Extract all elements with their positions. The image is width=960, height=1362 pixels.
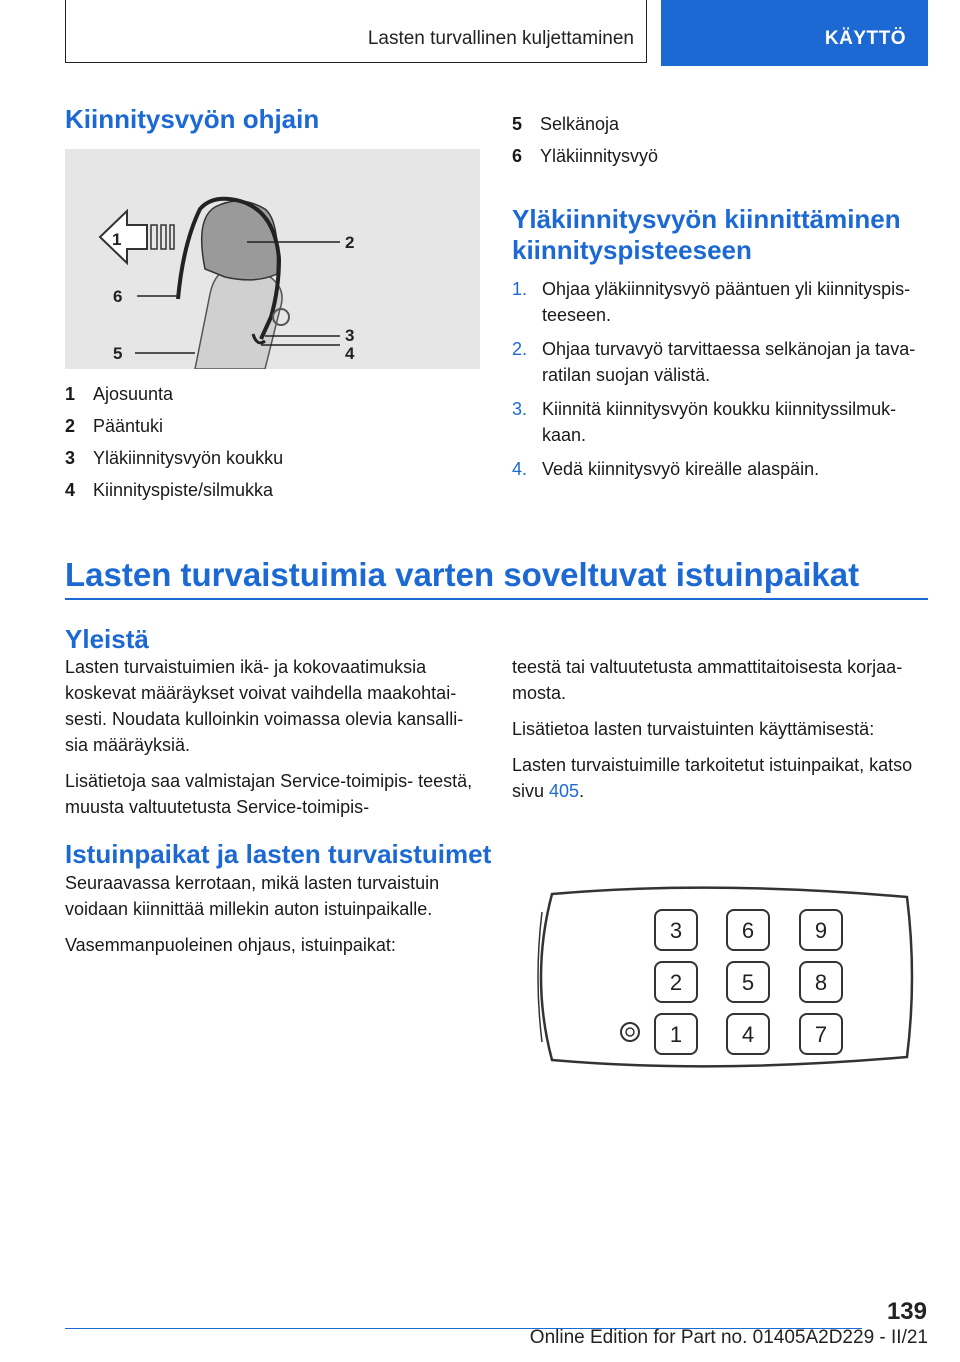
heading-rule: [65, 598, 928, 600]
legend-item: [512, 108, 928, 140]
strap-guide-figure: [65, 149, 480, 369]
steering-wheel-icon: [621, 1023, 639, 1041]
legend-item: [65, 442, 485, 474]
tether-steps: [512, 276, 928, 482]
header-title: Lasten turvallinen kuljettaminen: [367, 28, 634, 49]
legend-item: [65, 410, 485, 442]
seat-layout-figure: [512, 872, 922, 1082]
header-title-box: [65, 0, 647, 63]
seat-3: 3: [669, 918, 683, 943]
general-paragraph-3: teestä tai valtuutetusta ammattitaitoisesta korjaa‐ mosta.: [512, 657, 903, 703]
tether-attach-section: [512, 204, 928, 490]
header-chapter-tab[interactable]: [661, 0, 928, 66]
general-paragraph-4: Lisätietoa lasten turvaistuinten käyttämisestä:: [512, 719, 875, 739]
legend-item: [512, 140, 928, 172]
legend-num: 6: [512, 146, 523, 166]
seats-paragraph-1: Seuraavassa kerrotaan, mikä lasten turvaistuin voidaan kiinnittää millekin auton istuinpaikalle.: [65, 873, 440, 919]
callout-2: 2: [345, 233, 355, 252]
legend-text: Yläkiinnitysvyö: [540, 146, 659, 166]
legend-text: Yläkiinnitysvyön koukku: [93, 448, 284, 468]
footer-edition: Online Edition for Part no. 01405A2D229 - II/21: [529, 1327, 928, 1348]
arrow-left-icon: [100, 211, 147, 263]
figure-legend-left: [65, 378, 485, 506]
page-ref-suffix: .: [579, 781, 585, 801]
legend-num: 1: [65, 384, 76, 404]
legend-num: 5: [512, 114, 523, 134]
general-section: [65, 624, 485, 830]
general-paragraph-1: Lasten turvaistuimien ikä- ja kokovaatimuksia koskevat määräykset voivat vaihdella maakohtai‐ sesti. Noudata kulloinkin voimassa olevia kansalli‐ sia määräyksiä.: [65, 657, 464, 755]
seats-section: [65, 838, 505, 968]
title-line-2: kiinnityspisteeseen: [512, 235, 752, 265]
page-number: 139: [886, 1298, 927, 1325]
section-title-seats: Istuinpaikat ja lasten turvaistuimet: [65, 839, 492, 869]
seat-7: 7: [814, 1022, 828, 1047]
legend-text: Selkänoja: [540, 114, 620, 134]
step-text: Ohjaa turvavyö tarvittaessa selkänojan ja tava‐ ratilan suojan välistä.: [542, 339, 916, 385]
section-title-tether-attach: [512, 204, 928, 266]
callout-1: 1: [112, 230, 122, 249]
seat-6: 6: [741, 918, 755, 943]
car-seat-diagram: [512, 872, 922, 1082]
step-num: 1.: [512, 279, 528, 299]
step-item: [512, 456, 928, 482]
section-title-general: Yleistä: [65, 624, 149, 654]
step-text: Kiinnitä kiinnitysvyön koukku kiinnityssilmuk‐ kaan.: [542, 399, 897, 445]
page-ref-link[interactable]: 405: [549, 781, 580, 801]
legend-item: [65, 378, 485, 410]
legend-num: 4: [65, 480, 76, 500]
step-text: Vedä kiinnitysvyö kireälle alaspäin.: [542, 459, 820, 479]
seat-5: 5: [741, 970, 755, 995]
seat-2: 2: [669, 970, 683, 995]
step-item: [512, 276, 928, 328]
legend-item: [65, 474, 485, 506]
legend-text: Pääntuki: [93, 416, 164, 436]
legend-num: 3: [65, 448, 76, 468]
step-num: 2.: [512, 339, 528, 359]
step-text: Ohjaa yläkiinnitysvyö pääntuen yli kiinnityspis‐ teeseen.: [542, 279, 911, 325]
step-num: 3.: [512, 399, 528, 419]
section-title-strap-guide: Kiinnitysvyön ohjain: [65, 104, 320, 134]
seat-1: 1: [669, 1022, 683, 1047]
step-item: [512, 396, 928, 448]
seat-4: 4: [741, 1022, 755, 1047]
legend-text: Kiinnityspiste/silmukka: [93, 480, 274, 500]
legend-text: Ajosuunta: [93, 384, 174, 404]
seat-8: 8: [814, 970, 828, 995]
main-heading: Lasten turvaistuimia varten soveltuvat istuinpaikat: [65, 556, 860, 593]
legend-num: 2: [65, 416, 76, 436]
seats-paragraph-2: Vasemmanpuoleinen ohjaus, istuinpaikat:: [65, 935, 396, 955]
headrest-shape: [202, 201, 278, 280]
callout-4: 4: [345, 344, 355, 363]
general-paragraph-2: Lisätietoja saa valmistajan Service-toimipis‐ teestä, muusta valtuutetusta Service-toimipis‐: [65, 771, 473, 817]
step-num: 4.: [512, 459, 528, 479]
callout-3: 3: [345, 326, 355, 345]
page-ref-text: Lasten turvaistuimille tarkoitetut istuinpaikat, katso sivu: [512, 755, 913, 801]
step-item: [512, 336, 928, 388]
strap-guide-illustration: [65, 149, 480, 369]
callout-6: 6: [113, 287, 123, 306]
general-paragraph-5: [512, 752, 928, 804]
header-chapter-label: KÄYTTÖ: [824, 28, 906, 49]
title-line-1: Yläkiinnitysvyön kiinnittäminen: [512, 204, 901, 234]
general-section-continued: [512, 654, 928, 814]
page-header: [65, 0, 928, 66]
callout-5: 5: [113, 344, 123, 363]
figure-legend-right: [512, 108, 928, 172]
seat-9: 9: [814, 918, 828, 943]
